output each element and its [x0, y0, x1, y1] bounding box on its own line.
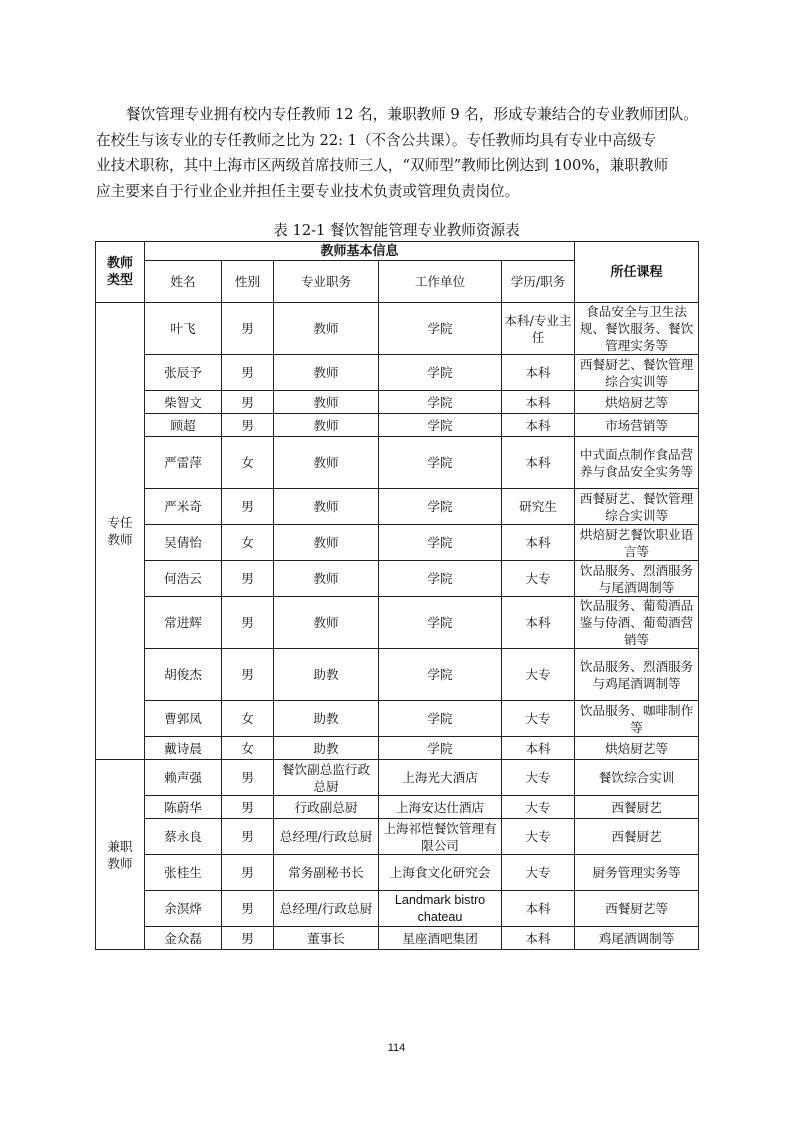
teacher-title: 常务副秘书长	[274, 855, 379, 891]
teacher-unit: 学院	[379, 561, 502, 597]
teacher-gender: 女	[222, 437, 274, 489]
intro-line-4: 应主要来自于行业企业并担任主要专业技术负责或管理负责岗位。	[96, 182, 520, 200]
group-label-fulltime: 专任教师	[96, 303, 145, 760]
teacher-name: 戴诗晨	[145, 737, 222, 760]
teacher-courses: 饮品服务、咖啡制作等	[575, 701, 699, 737]
teacher-gender: 女	[222, 701, 274, 737]
teacher-unit: 学院	[379, 489, 502, 525]
teacher-name: 叶飞	[145, 303, 222, 355]
teacher-gender: 女	[222, 525, 274, 561]
teacher-education: 大专	[502, 855, 575, 891]
teacher-title: 教师	[274, 597, 379, 649]
teacher-name: 柴智文	[145, 391, 222, 414]
teacher-education: 大专	[502, 561, 575, 597]
teacher-title: 总经理/行政总厨	[274, 891, 379, 927]
teacher-education: 大专	[502, 701, 575, 737]
table-row	[96, 525, 699, 561]
teacher-name: 何浩云	[145, 561, 222, 597]
teacher-name: 赖声强	[145, 760, 222, 796]
teacher-education: 本科	[502, 355, 575, 391]
table-body	[96, 303, 699, 950]
teacher-education: 本科	[502, 597, 575, 649]
table-row	[96, 489, 699, 525]
teacher-courses: 烘焙厨艺等	[575, 737, 699, 760]
teacher-name: 常进辉	[145, 597, 222, 649]
teacher-gender: 女	[222, 737, 274, 760]
teacher-title: 教师	[274, 437, 379, 489]
group-label-parttime: 兼职教师	[96, 760, 145, 950]
teacher-title: 助教	[274, 701, 379, 737]
intro-line-2: 在校生与该专业的专任教师之比为 22: 1（不含公共课）。专任教师均具有专业中高级专	[96, 131, 657, 149]
teacher-gender: 男	[222, 561, 274, 597]
table-row	[96, 597, 699, 649]
teacher-unit: 学院	[379, 303, 502, 355]
teacher-unit: 学院	[379, 525, 502, 561]
teacher-courses: 厨务管理实务等	[575, 855, 699, 891]
teacher-name: 顾超	[145, 414, 222, 437]
table-row	[96, 391, 699, 414]
teacher-courses: 饮品服务、葡萄酒品鉴与侍酒、葡萄酒营销等	[575, 597, 699, 649]
teacher-unit: 学院	[379, 597, 502, 649]
teacher-title: 行政副总厨	[274, 796, 379, 819]
teacher-gender: 男	[222, 760, 274, 796]
teacher-name: 蔡永良	[145, 819, 222, 855]
teacher-courses: 市场营销等	[575, 414, 699, 437]
table-row	[96, 303, 699, 355]
table-row	[96, 561, 699, 597]
teacher-title: 助教	[274, 737, 379, 760]
teacher-courses: 鸡尾酒调制等	[575, 927, 699, 950]
teacher-courses: 西餐厨艺、餐饮管理综合实训等	[575, 489, 699, 525]
teacher-title: 餐饮副总监行政总厨	[274, 760, 379, 796]
teacher-unit: 学院	[379, 649, 502, 701]
teacher-title: 教师	[274, 355, 379, 391]
teacher-name: 严雷萍	[145, 437, 222, 489]
teacher-gender: 男	[222, 489, 274, 525]
table-row	[96, 649, 699, 701]
teacher-courses: 烘焙厨艺餐饮职业语言等	[575, 525, 699, 561]
teacher-unit: 学院	[379, 391, 502, 414]
teacher-education: 本科	[502, 525, 575, 561]
teacher-title: 教师	[274, 303, 379, 355]
teacher-title: 教师	[274, 489, 379, 525]
teacher-title: 教师	[274, 391, 379, 414]
teacher-courses: 餐饮综合实训	[575, 760, 699, 796]
teacher-education: 本科	[502, 927, 575, 950]
teacher-unit: 上海光大酒店	[379, 760, 502, 796]
teacher-education: 本科	[502, 414, 575, 437]
teacher-courses: 西餐厨艺等	[575, 891, 699, 927]
header-courses: 所任课程	[575, 242, 699, 303]
teacher-resource-table	[95, 241, 699, 950]
teacher-name: 张辰予	[145, 355, 222, 391]
teacher-title: 教师	[274, 561, 379, 597]
header-education: 学历/职务	[502, 261, 575, 303]
teacher-name: 胡俊杰	[145, 649, 222, 701]
teacher-name: 余溟烨	[145, 891, 222, 927]
teacher-unit: 学院	[379, 355, 502, 391]
intro-line-3: 业技术职称，其中上海市区两级首席技师三人，“双师型”教师比例达到 100%，兼职教师	[96, 157, 669, 174]
teacher-unit: 上海食文化研究会	[379, 855, 502, 891]
teacher-name: 陈蔚华	[145, 796, 222, 819]
teacher-name: 吴倩怡	[145, 525, 222, 561]
page-number: 114	[387, 1042, 406, 1054]
teacher-education: 大专	[502, 796, 575, 819]
teacher-courses: 饮品服务、烈酒服务与鸡尾酒调制等	[575, 649, 699, 701]
teacher-name: 张桂生	[145, 855, 222, 891]
teacher-gender: 男	[222, 855, 274, 891]
teacher-education: 本科	[502, 891, 575, 927]
teacher-gender: 男	[222, 891, 274, 927]
teacher-gender: 男	[222, 414, 274, 437]
table-row	[96, 437, 699, 489]
teacher-education: 本科	[502, 391, 575, 414]
table-row	[96, 855, 699, 891]
table-row	[96, 414, 699, 437]
teacher-unit: 星座酒吧集团	[379, 927, 502, 950]
teacher-courses: 西餐厨艺、餐饮管理综合实训等	[575, 355, 699, 391]
teacher-education: 研究生	[502, 489, 575, 525]
table-row	[96, 701, 699, 737]
teacher-courses: 烘焙厨艺等	[575, 391, 699, 414]
teacher-education: 大专	[502, 760, 575, 796]
teacher-gender: 男	[222, 391, 274, 414]
header-teacher-type: 教师类型	[96, 242, 145, 303]
teacher-name: 严米奇	[145, 489, 222, 525]
header-title: 专业职务	[274, 261, 379, 303]
teacher-education: 本科	[502, 437, 575, 489]
teacher-unit: 上海祁恺餐饮管理有限公司	[379, 819, 502, 855]
teacher-unit: 学院	[379, 701, 502, 737]
table-row	[96, 737, 699, 760]
teacher-gender: 男	[222, 355, 274, 391]
intro-paragraph	[96, 102, 706, 204]
teacher-gender: 男	[222, 819, 274, 855]
teacher-gender: 男	[222, 927, 274, 950]
header-unit: 工作单位	[379, 261, 502, 303]
teacher-education: 本科	[502, 737, 575, 760]
table-row	[96, 927, 699, 950]
table-row	[96, 891, 699, 927]
teacher-unit: 学院	[379, 414, 502, 437]
teacher-gender: 男	[222, 597, 274, 649]
header-basic-info: 教师基本信息	[145, 242, 575, 261]
teacher-unit: 上海安达仕酒店	[379, 796, 502, 819]
teacher-courses: 食品安全与卫生法规、餐饮服务、餐饮管理实务等	[575, 303, 699, 355]
teacher-title: 总经理/行政总厨	[274, 819, 379, 855]
table-caption: 表 12-1 餐饮智能管理专业教师资源表	[273, 222, 520, 239]
teacher-gender: 男	[222, 303, 274, 355]
teacher-unit: 学院	[379, 437, 502, 489]
teacher-unit: Landmark bistro chateau	[379, 891, 502, 927]
teacher-courses: 西餐厨艺	[575, 796, 699, 819]
teacher-title: 助教	[274, 649, 379, 701]
teacher-courses: 饮品服务、烈酒服务与尾酒调制等	[575, 561, 699, 597]
teacher-unit: 学院	[379, 737, 502, 760]
teacher-education: 大专	[502, 649, 575, 701]
teacher-title: 教师	[274, 525, 379, 561]
intro-line-1: 餐饮管理专业拥有校内专任教师 12 名，兼职教师 9 名，形成专兼结合的专业教师团队。	[126, 106, 698, 123]
teacher-gender: 男	[222, 649, 274, 701]
table-row	[96, 796, 699, 819]
header-name: 姓名	[145, 261, 222, 303]
teacher-gender: 男	[222, 796, 274, 819]
teacher-name: 金众磊	[145, 927, 222, 950]
teacher-education: 本科/专业主任	[502, 303, 575, 355]
teacher-education: 大专	[502, 819, 575, 855]
teacher-title: 教师	[274, 414, 379, 437]
teacher-name: 曹郭凤	[145, 701, 222, 737]
teacher-title: 董事长	[274, 927, 379, 950]
teacher-courses: 西餐厨艺	[575, 819, 699, 855]
teacher-courses: 中式面点制作食品营养与食品安全实务等	[575, 437, 699, 489]
header-gender: 性别	[222, 261, 274, 303]
table-row	[96, 760, 699, 796]
table-row	[96, 819, 699, 855]
table-row	[96, 355, 699, 391]
